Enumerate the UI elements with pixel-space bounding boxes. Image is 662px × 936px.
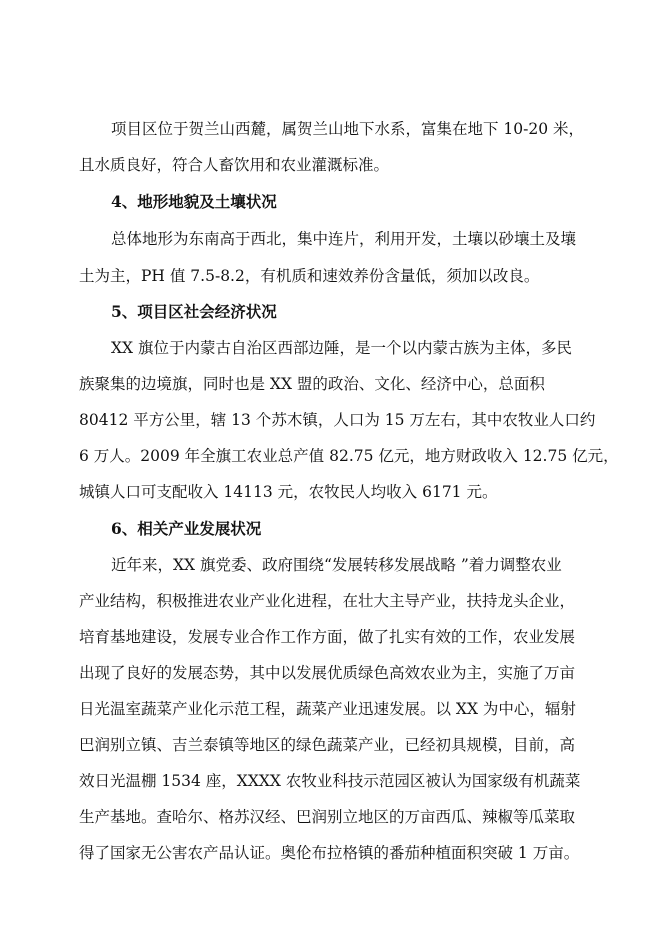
paragraph-line: 近年来，XX 旗党委、政府围绕“发展转移发展战略 ”着力调整农业 [111,556,562,574]
paragraph-line: XX 旗位于内蒙古自治区西部边陲，是一个以内蒙古族为主体，多民 [111,339,572,357]
paragraph-line: 6 万人。2009 年全旗工农业总产值 82.75 亿元，地方财政收入 12.75 亿元， [79,447,619,465]
paragraph-line: 日光温室蔬菜产业化示范工程，蔬菜产业迅速发展。以 XX 为中心，辐射 [79,700,576,718]
paragraph-line: 产业结构，积极推进农业产业化进程，在壮大主导产业，扶持龙头企业， [79,592,576,610]
paragraph-line: 土为主，PH 值 7.5-8.2，有机质和速效养份含量低，须加以改良。 [79,267,540,285]
paragraph-line: 巴润别立镇、吉兰泰镇等地区的绿色蔬菜产业，已经初具规模，目前，高 [79,736,576,754]
section-heading: 5、项目区社会经济状况 [111,302,277,321]
paragraph-line: 效日光温棚 1534 座，XXXX 农牧业科技示范园区被认为国家级有机蔬菜 [79,772,581,790]
paragraph-line: 生产基地。查哈尔、格苏汉经、巴润别立地区的万亩西瓜、辣椒等瓜菜取 [79,808,576,826]
paragraph-line: 族聚集的边境旗，同时也是 XX 盟的政治、文化、经济中心，总面积 [79,375,545,393]
section-heading: 6、相关产业发展状况 [111,519,262,538]
paragraph-line: 培育基地建设，发展专业合作工作方面，做了扎实有效的工作，农业发展 [79,628,576,646]
paragraph-line: 且水质良好，符合人畜饮用和农业灌溉标准。 [79,156,390,174]
paragraph-line: 出现了良好的发展态势，其中以发展优质绿色高效农业为主，实施了万亩 [79,664,576,682]
paragraph-line: 总体地形为东南高于西北，集中连片，利用开发，土壤以砂壤土及壤 [111,230,577,248]
paragraph-line: 得了国家无公害农产品认证。奥伦布拉格镇的番茄种植面积突破 1 万亩。 [79,844,580,862]
paragraph-line: 80412 平方公里，辖 13 个苏木镇，人口为 15 万左右，其中农牧业人口约 [79,411,596,429]
paragraph-line: 城镇人口可支配收入 14113 元，农牧民人均收入 6171 元。 [79,483,498,501]
section-heading: 4、地形地貌及土壤状况 [111,192,277,211]
paragraph-line: 项目区位于贺兰山西麓，属贺兰山地下水系，富集在地下 10-20 米， [111,120,585,138]
